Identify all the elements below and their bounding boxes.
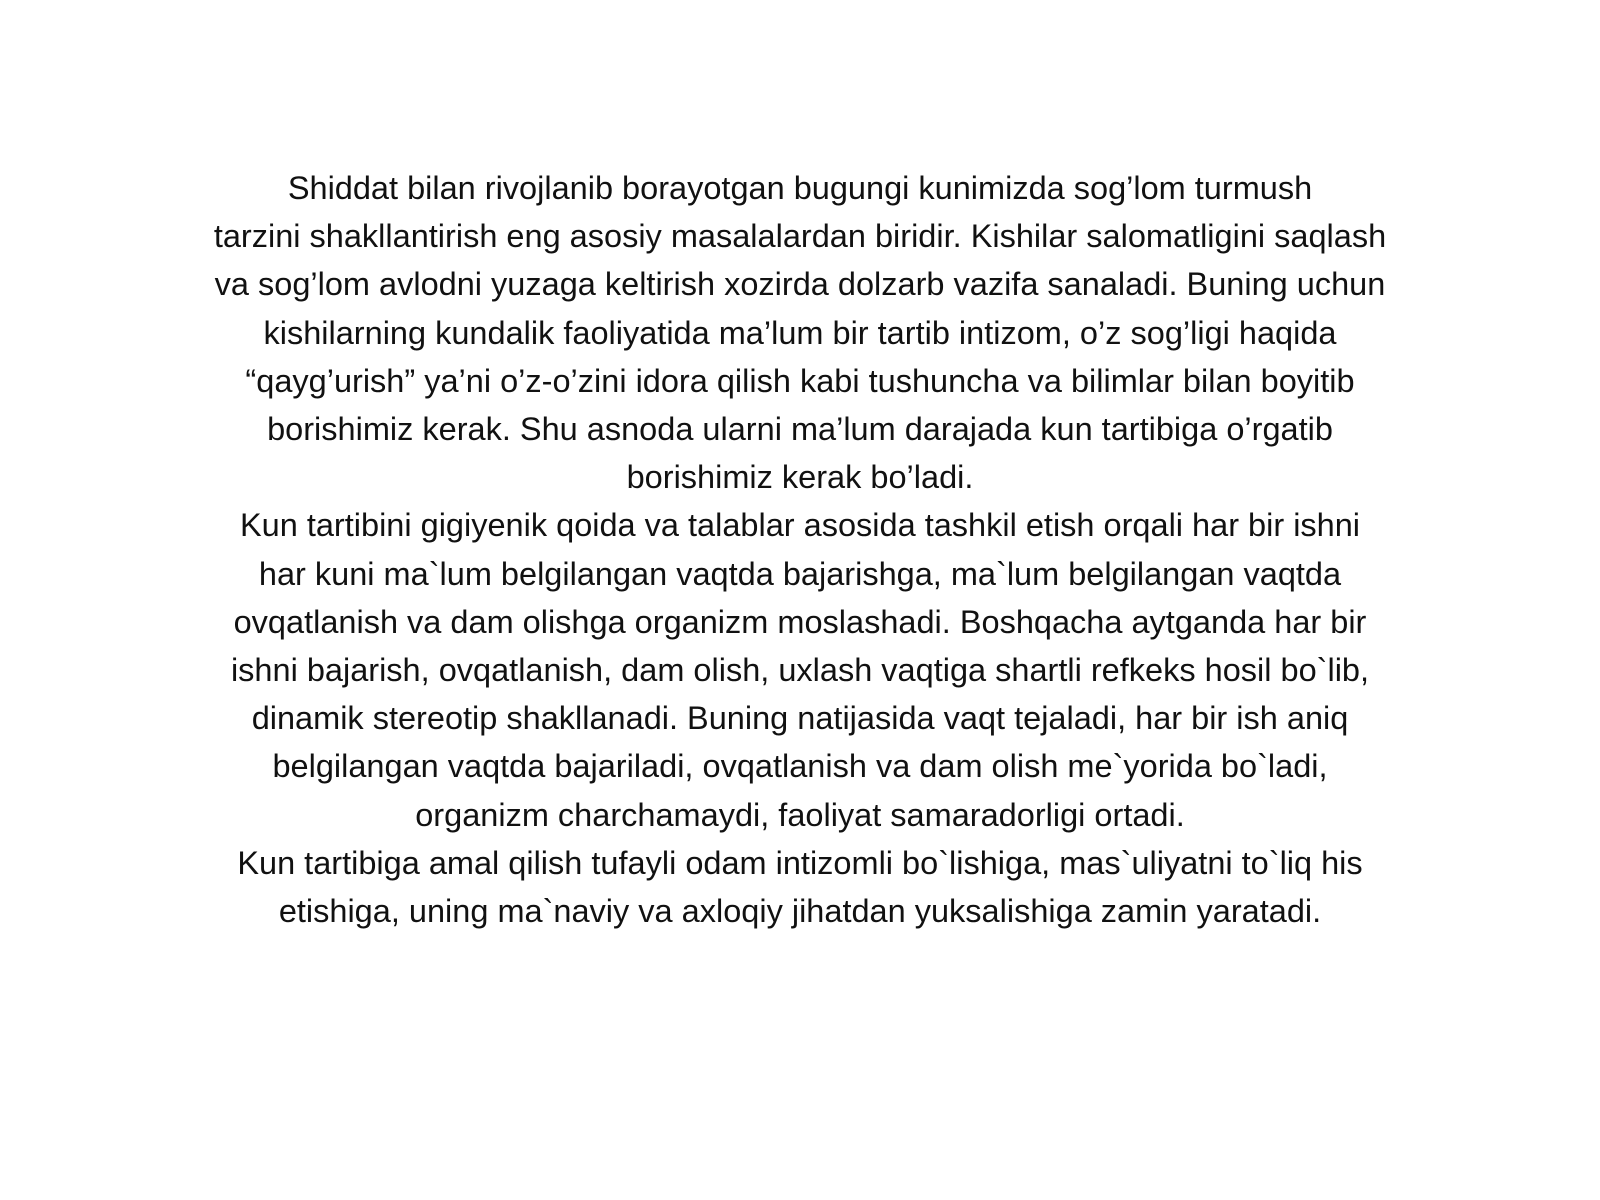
paragraph-3	[130, 839, 1470, 935]
text-line: dinamik stereotip shakllanadi. Buning natijasida vaqt tejaladi, har bir ish aniq	[251, 700, 1349, 737]
text-line: Shiddat bilan rivojlanib borayotgan bugungi kunimizda sog’lom turmush	[287, 170, 1313, 206]
text-line: borishimiz kerak bo’ladi.	[626, 459, 974, 496]
text-line: organizm charchamaydi, faoliyat samaradorligi ortadi.	[415, 796, 1185, 833]
slide-text-body	[130, 164, 1470, 935]
text-line: Kun tartibiga amal qilish tufayli odam intizomli bo`lishiga, mas`uliyatni to`liq his	[237, 844, 1363, 881]
text-line: borishimiz kerak. Shu asnoda ularni ma’lum darajada kun tartibiga o’rgatib	[267, 411, 1333, 448]
text-line: har kuni ma`lum belgilangan vaqtda bajarishga, ma`lum belgilangan vaqtda	[258, 555, 1342, 592]
text-line: kishilarning kundalik faoliyatida ma’lum bir tartib intizom, o’z sog’ligi haqida	[263, 314, 1337, 351]
paragraph-2	[130, 501, 1470, 838]
text-line: Kun tartibini gigiyenik qoida va talablar asosida tashkil etish orqali har bir ishni	[239, 507, 1361, 544]
text-line: belgilangan vaqtda bajariladi, ovqatlanish va dam olish me`yorida bo`ladi,	[272, 748, 1328, 785]
text-line: “qayg’urish” ya’ni o’z-o’zini idora qilish kabi tushuncha va bilimlar bilan boyitib	[245, 362, 1355, 399]
paragraph-1	[130, 164, 1470, 501]
text-line: ovqatlanish va dam olishga organizm moslashadi. Boshqacha aytganda har bir	[233, 603, 1367, 640]
text-line: ishni bajarish, ovqatlanish, dam olish, uxlash vaqtiga shartli refkeks hosil bo`lib,	[230, 652, 1370, 689]
text-line: va sog’lom avlodni yuzaga keltirish xozirda dolzarb vazifa sanaladi. Buning uchun	[214, 266, 1386, 303]
text-line: etishiga, uning ma`naviy va axloqiy jihatdan yuksalishiga zamin yaratadi.	[278, 893, 1322, 930]
text-line: tarzini shakllantirish eng asosiy masalalardan biridir. Kishilar salomatligini saqlash	[213, 218, 1387, 255]
